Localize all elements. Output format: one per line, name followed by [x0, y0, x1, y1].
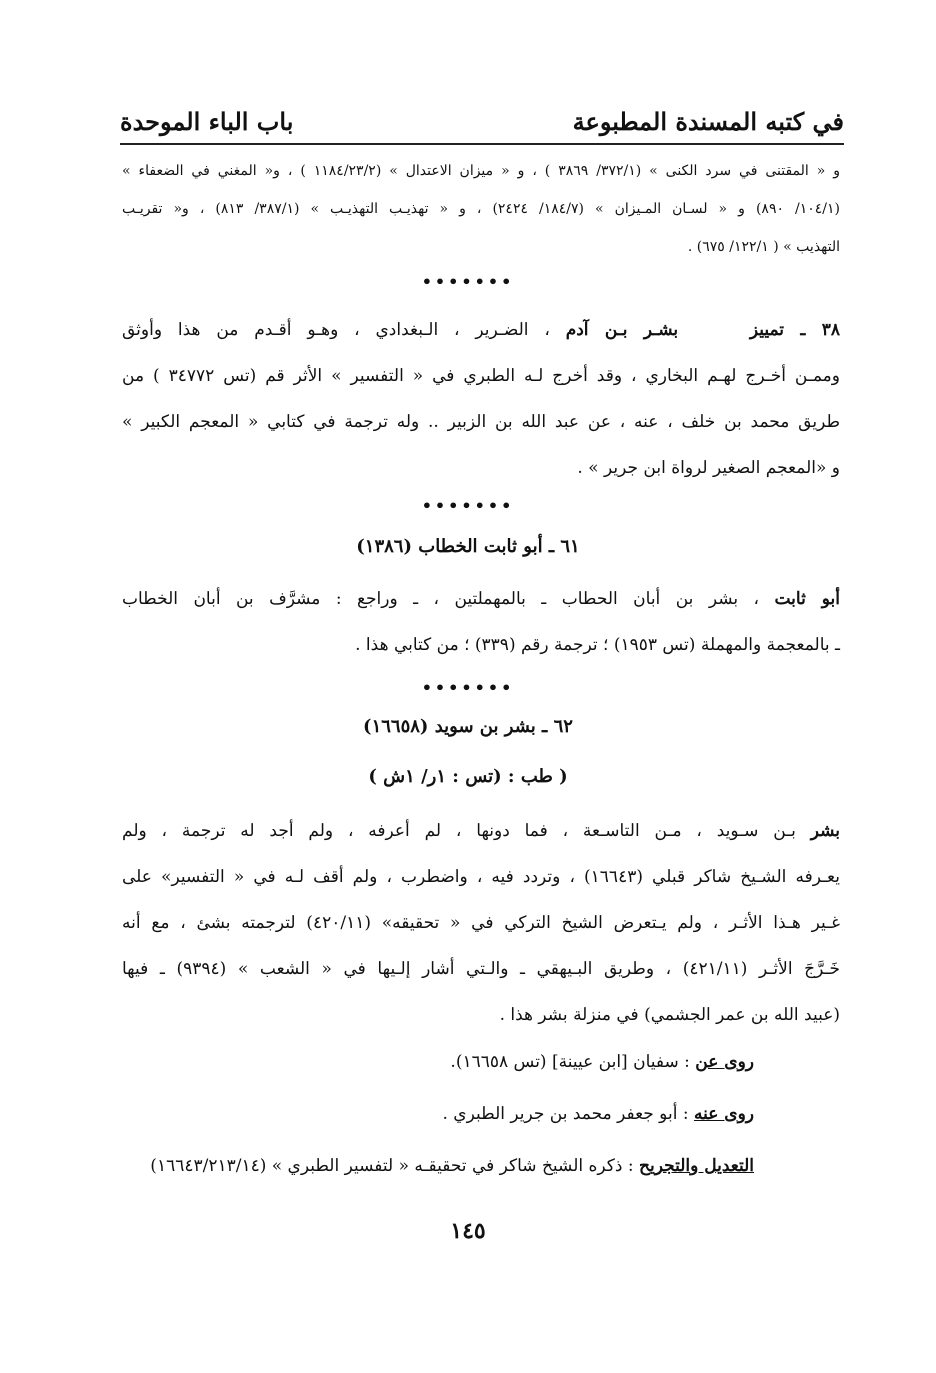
narrated-from — [120, 1052, 754, 1072]
entry-38-line: و «المعجم الصغير لرواة ابن جرير » . — [577, 458, 840, 478]
entry-38-number: ٣٨ ـ تمييز — [749, 320, 840, 340]
narrated-by-text: : أبو جعفر محمد بن جرير الطبري . — [442, 1104, 689, 1124]
entry-62-text: بـن سـويد ، مـن التاسـعة ، فما دونها ، لم أعرفه ، ولم أجد له ترجمة ، ولم — [122, 821, 796, 841]
header-left-title: باب الباء الموحدة — [120, 107, 294, 136]
entry-38-line: طريق محمد بن خلف ، عنه ، عن عبد الله بن الزبير .. وله ترجمة في كتابي « المعجم الكبير » — [122, 412, 840, 432]
footnote-line: و « المقتنى في سرد الكنى » (٣٧٢/١/ ٣٨٦٩ ) ، و « ميزان الاعتدال » (١١٨٤/٢٣/٢ ) ، و« المغني في الضعفاء » — [122, 163, 841, 179]
separator-dots: ••••••• — [421, 272, 515, 291]
entry-61 — [122, 576, 840, 668]
entry-61-line: ـ بالمعجمة والمهملة (تس ١٩٥٣) ؛ ترجمة رقم (٣٣٩) ؛ من كتابي هذا . — [355, 635, 840, 655]
grading — [120, 1156, 754, 1176]
separator-dots: ••••••• — [421, 496, 515, 515]
header-right-title: في كتبه المسندة المطبوعة — [572, 107, 844, 136]
separator-dots: ••••••• — [421, 678, 515, 697]
narrated-by — [120, 1104, 754, 1124]
footnote-continuation — [122, 152, 840, 266]
entry-38-name: بشـر بـن آدم — [565, 320, 679, 340]
entry-61-name: أبو ثابت — [774, 589, 840, 609]
entry-62-line: غـير هـذا الأثـر ، ولم يـتعرض الشيخ التركي في « تحقيقه» (٤٢٠/١١) لترجمته بشئ ، مع أنه — [122, 913, 840, 933]
running-header — [120, 96, 844, 136]
header-rule — [120, 143, 844, 145]
entry-38-text: ، الضـرير ، الـبغدادي ، وهـو أقـدم من هذا وأوثق — [122, 320, 550, 340]
grading-label: التعديل والتجريح — [639, 1156, 754, 1176]
entry-62-name: بشر — [810, 821, 841, 841]
entry-62-subheading: ( طب : (تس : ١ر/ ١ش ) — [368, 766, 568, 787]
footnote-line: التهذيب » ( ١٢٢/١/ ٦٧٥) . — [687, 239, 840, 255]
entry-62-line: (عبيد الله بن عمر الجشمي) في منزلة بشر هذا . — [499, 1005, 840, 1025]
narrated-by-label: روى عنه — [693, 1104, 754, 1124]
entry-38-line: وممـن أخـرج لهـم البخاري ، وقد أخرج لـه الطبري في « التفسير » الأثر قم (تس ٣٤٧٧٢ ) من — [122, 366, 840, 386]
entry-38 — [122, 307, 840, 491]
entry-61-text: ، بشر بن أبان الحطاب ـ بالمهملتين ، ـ وراجع : مشرَّف بن أبان الخطاب — [122, 589, 760, 609]
entry-61-heading: ٦١ ـ أبو ثابت الخطاب (١٣٨٦) — [356, 536, 580, 557]
footnote-line: (١٠٤/١/ ٨٩٠) و « لسـان المـيزان » (١٨٤/٧/ ٢٤٢٤) ، و « تهذيـب التهذيـب » (٣٨٧/١/ ٨١٣) ، و« تقريـب — [122, 201, 840, 217]
entry-62-line: خَـرَّجَ الأثـر (٤٢١/١١) ، وطريق البـيهقي ـ والـتي أشار إلـيها في « الشعب » (٩٣٩٤) ـ فيها — [122, 959, 840, 979]
grading-text: : ذكره الشيخ شاكر في تحقيقـه « لتفسير الطبري » (١٦٦٤٣/٢١٣/١٤) — [150, 1156, 634, 1176]
narrated-from-label: روى عن — [695, 1052, 754, 1072]
entry-62-heading: ٦٢ ـ بشر بن سويد (١٦٦٥٨) — [363, 716, 573, 737]
entry-62 — [122, 808, 840, 1038]
page-number: ١٤٥ — [450, 1218, 486, 1244]
narrated-from-text: : سفيان [ابن عيينة] (تس ١٦٦٥٨). — [450, 1052, 690, 1072]
entry-62-line: يعـرفه الشـيخ شاكر قبلي (١٦٦٤٣) ، وتردد فيه ، واضطرب ، ولم أقف لـه في « التفسير» على — [122, 867, 840, 887]
